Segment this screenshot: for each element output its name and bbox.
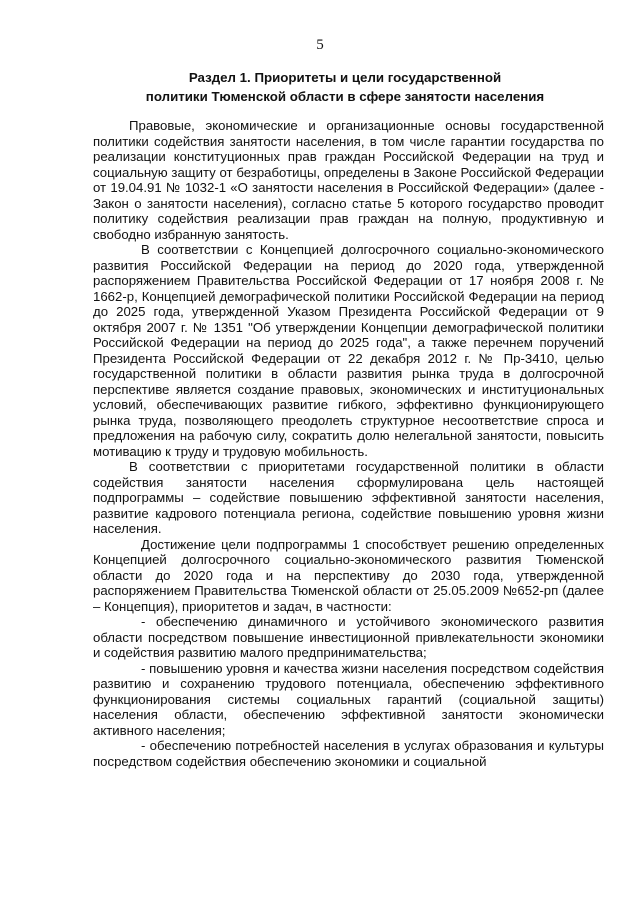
list-item-education-culture: - обеспечению потребностей населения в услугах образования и культуры посредством содействия обеспечению экономики и социальной <box>93 738 604 769</box>
body-text <box>93 118 604 769</box>
section-title <box>100 68 590 106</box>
section-title-line-1: Раздел 1. Приоритеты и цели государственной <box>188 70 502 85</box>
list-item-economic-development: - обеспечению динамичного и устойчивого экономического развития области посредством повышение инвестиционной привлекательности экономики и содействия развитию малого предпринимательства; <box>93 614 604 660</box>
paragraph-concept: В соответствии с Концепцией долгосрочного социально-экономического развития Российской Федерации на период до 2020 года, утвержденной распоряжением Правительства Российской Федерации от 17 ноября 2008 г. № 1662-р, Концепцией демографической политики Российской Федерации на период до 2025 года, утвержденной Указом Президента Российской Федерации от 9 октября 2007 г. № 1351 "Об утверждении Концепции демографической политики Российской Федерации на период до 2025 года", а также перечнем поручений Президента Российской Федерации от 22 декабря 2012 г. № Пр-3410, целью государственной политики в области развития рынка труда в долгосрочной перспективе является создание правовых, экономических и институциональных условий, обеспечивающих развитие гибкого, эффективно функционирующего рынка труда, позволяющего преодолеть структурное несоответствие спроса и предложения на рабочую силу, сократить долю нелегальной занятости, повысить мотивацию к труду и трудовую мобильность. <box>93 242 604 459</box>
list-item-quality-of-life: - повышению уровня и качества жизни населения посредством содействия развитию и сохранению трудового потенциала, обеспечению эффективного функционирования системы социальных гарантий (социальной защиты) населения области, обеспечению эффективной занятости экономически активного населения; <box>93 660 604 738</box>
paragraph-legal-basis: Правовые, экономические и организационные основы государственной политики содействия занятости населения, в том числе гарантии государства по реализации конституционных прав граждан Российской Федерации на труд и социальную защиту от безработицы, определены в Законе Российской Федерации от 19.04.91 № 1032-1 «О занятости населения в Российской Федерации» (далее - Закон о занятости населения), согласно статье 5 которого государство проводит политику содействия реализации прав граждан на полную, продуктивную и свободно избранную занятость. <box>93 118 604 242</box>
paragraph-achievement: Достижение цели подпрограммы 1 способствует решению определенных Концепцией долгосрочного социально-экономического развития Тюменской области до 2020 года и на перспективу до 2030 года, утвержденной распоряжением Правительства Тюменской области от 25.05.2009 №652-рп (далее – Концепция), приоритетов и задач, в частности: <box>93 536 604 614</box>
section-title-line-2: политики Тюменской области в сфере занятости населения <box>145 89 545 104</box>
paragraph-goal: В соответствии с приоритетами государственной политики в области содействия занятости населения сформулирована цель настоящей подпрограммы – содействие повышению эффективной занятости населения, развитие кадрового потенциала региона, содействие повышению уровня жизни населения. <box>93 459 604 536</box>
page-number: 5 <box>316 37 324 53</box>
